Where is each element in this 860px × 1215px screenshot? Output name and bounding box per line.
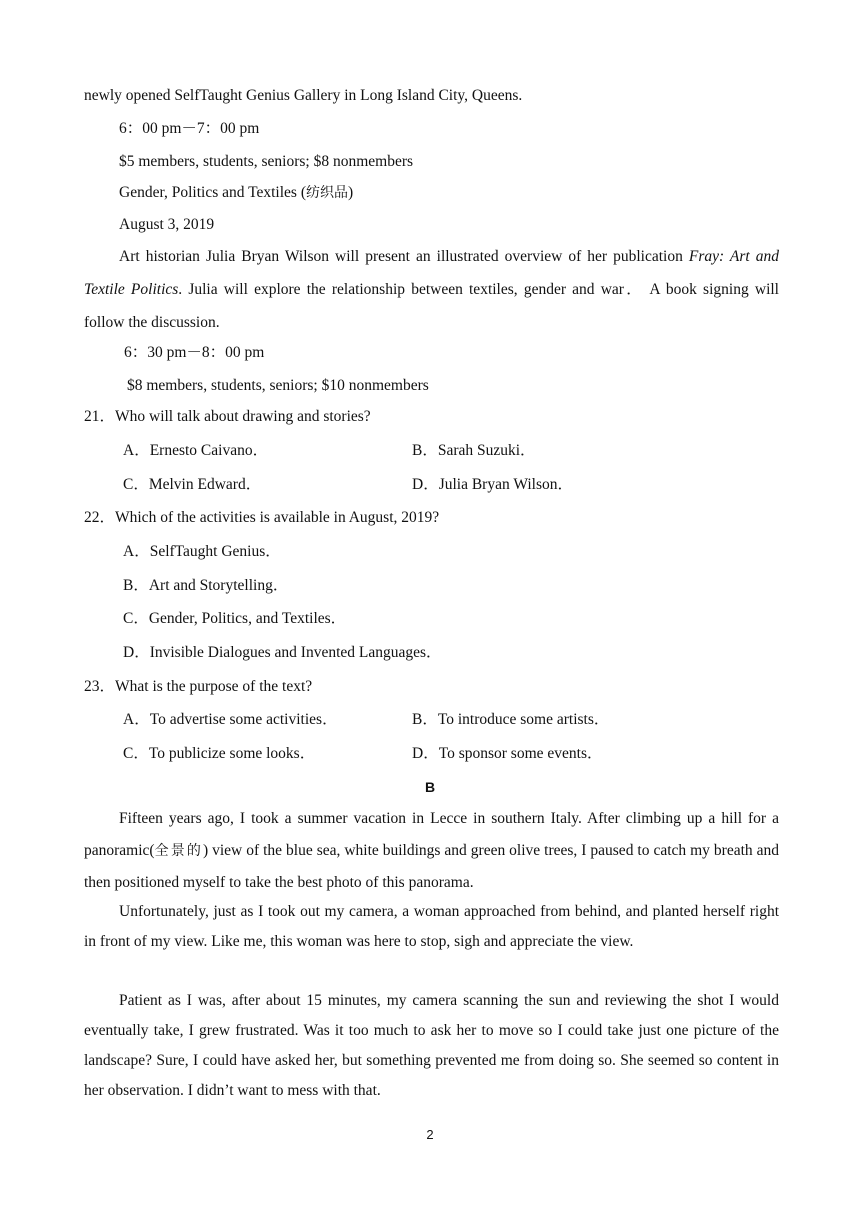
event-title-text: Gender, Politics and Textiles ( [119, 184, 306, 201]
answer-option: B．To introduce some artists． [412, 711, 610, 728]
event-intro-line: newly opened SelfTaught Genius Gallery in Long Island City, Queens. [84, 87, 523, 104]
question-stem: 21．Who will talk about drawing and stories? [84, 408, 371, 425]
event-time: 6：30 pm－8：00 pm [124, 344, 265, 361]
passage-paragraph: Unfortunately, just as I took out my camera, a woman approached from behind, and planted herself right in front of my view. Like me, this woman was here to stop, sigh and appreciate the view. [84, 903, 779, 950]
book-title: Fray: Art and Textile Politics [84, 248, 779, 298]
paragraph-text: Fifteen years ago, I took a summer vacation in Lecce in southern Italy. After climbing up a hill for a panoramic( [84, 810, 779, 859]
event-price: $8 members, students, seniors; $10 nonmembers [127, 377, 429, 394]
answer-option: D．Invisible Dialogues and Invented Languages． [123, 644, 442, 661]
answer-option: A．Ernesto Caivano． [123, 442, 269, 459]
answer-option: B．Art and Storytelling． [123, 577, 289, 594]
answer-option: C．Melvin Edward． [123, 476, 262, 493]
event-title [119, 183, 353, 203]
page-number: 2 [426, 1127, 434, 1142]
event-description [84, 240, 779, 339]
event-title-close: ) [347, 184, 354, 201]
event-description-tail: . Julia will explore the relationship between textiles, gender and war． A book signing will follow the discussion. [84, 281, 779, 331]
section-heading: B [424, 779, 436, 795]
question-stem: 22．Which of the activities is available in August, 2019? [84, 509, 440, 526]
event-description-text: Art historian Julia Bryan Wilson will present an illustrated overview of her publication [119, 248, 689, 265]
event-date: August 3, 2019 [119, 216, 215, 233]
answer-option: D．To sponsor some events． [412, 745, 603, 762]
answer-option: C．Gender, Politics, and Textiles． [123, 610, 347, 627]
event-title-cn: 纺织品 [305, 185, 348, 201]
event-price: $5 members, students, seniors; $8 nonmembers [119, 153, 414, 170]
event-time: 6：00 pm－7：00 pm [119, 120, 260, 137]
paragraph-gloss-cn: 全景的 [154, 843, 203, 859]
passage-paragraph: Patient as I was, after about 15 minutes, my camera scanning the sun and reviewing the shot I would eventually take, I grew frustrated. Was it too much to ask her to move so I could take just one picture of the landscape? Sure, I could have asked her, but something prevented me from doing so. She seemed so content in her observation. I didn’t want to mess with that. [84, 992, 779, 1099]
answer-option: A．SelfTaught Genius． [123, 543, 281, 560]
passage-paragraph [84, 803, 779, 899]
paragraph-text-tail: ) view of the blue sea, white buildings and green olive trees, I paused to catch my breath and then positioned myself to take the best photo of this panorama. [84, 842, 779, 891]
answer-option: A．To advertise some activities． [123, 711, 338, 728]
answer-option: C．To publicize some looks． [123, 745, 316, 762]
answer-option: B．Sarah Suzuki． [412, 442, 536, 459]
answer-option: D．Julia Bryan Wilson． [412, 476, 573, 493]
question-stem: 23．What is the purpose of the text? [84, 678, 313, 695]
